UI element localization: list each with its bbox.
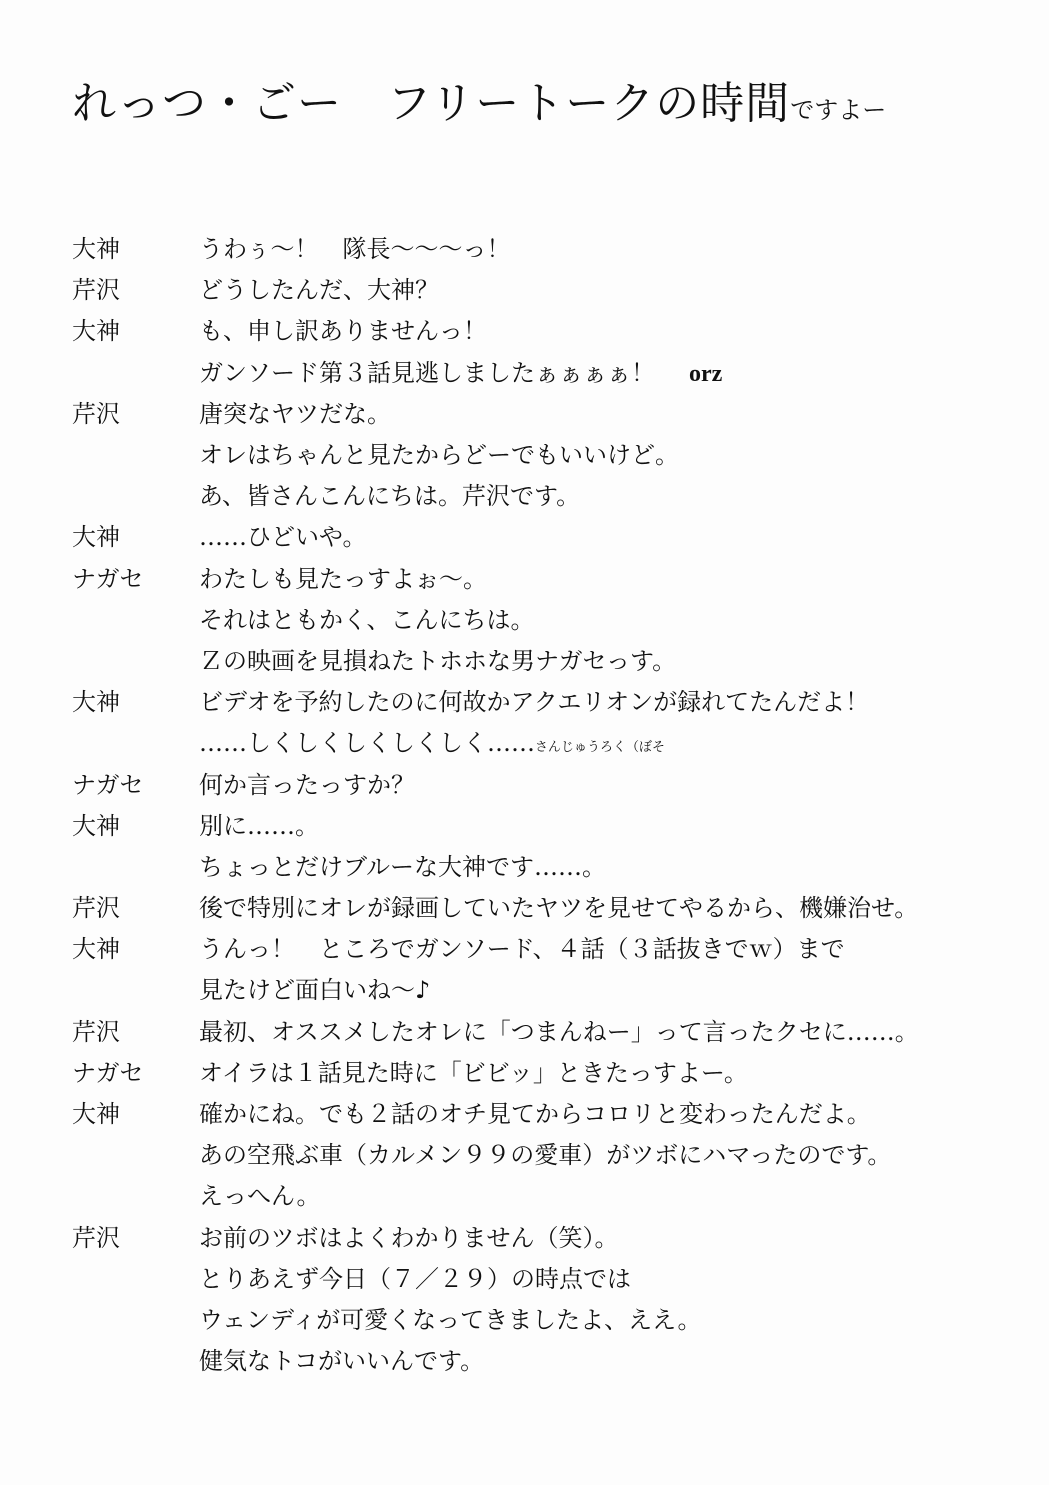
dialogue-line [72, 391, 1012, 432]
line-text: ……ひどいや。 [199, 523, 367, 552]
line-text: えっへん。 [199, 1182, 321, 1211]
line-text: も、申し訳ありませんっ！ [199, 317, 487, 346]
line-text: ……しくしくしくしくしく…… [199, 729, 535, 758]
dialogue-line [72, 1091, 1012, 1132]
line-text: 唐突なヤツだな。 [199, 399, 391, 428]
dialogue-line [72, 1132, 1012, 1173]
dialogue-line [72, 967, 1012, 1008]
dialogue-text [199, 1341, 1012, 1376]
dialogue-line [72, 1256, 1012, 1297]
speaker-name: 大神 [72, 235, 120, 264]
dialogue-line [72, 432, 1012, 473]
dialogue-text [199, 270, 1012, 305]
dialogue-line [72, 267, 1012, 308]
dialogue-text [199, 1053, 1012, 1088]
line-text: とりあえず今日（７／２９）の時点では [199, 1264, 631, 1293]
dialogue-line [72, 1297, 1012, 1338]
speaker-name: 芹沢 [72, 894, 120, 923]
line-text: ビデオを予約したのに何故かアクエリオンが録れてたんだよ！ [199, 688, 870, 717]
speaker-name: ナガセ [72, 564, 144, 593]
speaker-name: 大神 [72, 1100, 120, 1129]
dialogue-text [199, 888, 1012, 923]
speaker-name: 芹沢 [72, 276, 120, 305]
dialogue-body [72, 226, 1012, 1379]
dialogue-text [199, 353, 1012, 388]
line-text: それはともかく、こんにちは。 [199, 605, 535, 634]
line-text: オイラは１話見た時に「ビビッ」ときたっすよー。 [199, 1058, 748, 1087]
dialogue-line [72, 473, 1012, 514]
line-text: ガンソード第３話見逃しましたぁぁぁぁ！ [199, 358, 655, 387]
line-text: うわぅ〜！ 隊長〜〜〜っ！ [199, 235, 511, 264]
dialogue-line [72, 350, 1012, 391]
line-text: あの空飛ぶ車（カルメン９９の愛車）がツボにハマったのです。 [199, 1141, 892, 1170]
line-text: ウェンディが可愛くなってきましたよ、ええ。 [199, 1305, 702, 1334]
dialogue-text [199, 435, 1012, 470]
speaker-name: ナガセ [72, 770, 144, 799]
line-text: お前のツボはよくわかりません（笑）。 [199, 1223, 619, 1252]
line-text: 別に……。 [199, 811, 319, 840]
speaker-name: 大神 [72, 935, 120, 964]
dialogue-text [199, 806, 1012, 841]
dialogue-text [199, 394, 1012, 429]
dialogue-line [72, 885, 1012, 926]
line-text: あ、皆さんこんにちは。芹沢です。 [199, 482, 581, 511]
line-text: オレはちゃんと見たからどーでもいいけど。 [199, 441, 679, 470]
dialogue-line [72, 226, 1012, 267]
dialogue-line [72, 514, 1012, 555]
dialogue-line [72, 556, 1012, 597]
dialogue-text [199, 765, 1012, 800]
title-suffix: ですよー [790, 96, 887, 124]
line-text: 健気なトコがいいんです。 [199, 1347, 485, 1376]
dialogue-text [199, 517, 1012, 552]
dialogue-line [72, 679, 1012, 720]
dialogue-line [72, 926, 1012, 967]
speaker-name: 大神 [72, 811, 120, 840]
dialogue-line [72, 803, 1012, 844]
line-text: 確かにね。でも２話のオチ見てからコロリと変わったんだよ。 [199, 1100, 871, 1129]
line-text: 見たけど面白いね〜♪ [199, 976, 431, 1005]
dialogue-line [72, 308, 1012, 349]
dialogue-text [199, 600, 1012, 635]
line-text: うんっ！ ところでガンソード、４話（３話抜きでｗ）まで [199, 935, 845, 964]
dialogue-text [199, 1259, 1012, 1294]
dialogue-text [199, 1300, 1012, 1335]
speaker-name: 大神 [72, 317, 120, 346]
dialogue-text [199, 1135, 1012, 1170]
dialogue-text [199, 1176, 1012, 1211]
dialogue-line [72, 720, 1012, 761]
dialogue-text [199, 1094, 1012, 1129]
line-text: ちょっとだけブルーな大神です……。 [199, 852, 607, 881]
dialogue-text [199, 641, 1012, 676]
dialogue-line [72, 597, 1012, 638]
dialogue-line [72, 1173, 1012, 1214]
dialogue-text [199, 229, 1012, 264]
dialogue-text [199, 1218, 1012, 1253]
dialogue-text [199, 559, 1012, 594]
speaker-name: ナガセ [72, 1058, 144, 1087]
line-text: わたしも見たっすよぉ〜。 [199, 564, 487, 593]
speaker-name: 芹沢 [72, 399, 120, 428]
title-main: れっつ・ごー フリートークの時間 [72, 78, 791, 129]
dialogue-line [72, 1215, 1012, 1256]
dialogue-text [199, 970, 1012, 1005]
dialogue-text [199, 929, 1012, 964]
line-text: どうしたんだ、大神？ [199, 276, 439, 305]
dialogue-text [199, 682, 1012, 717]
dialogue-text [199, 476, 1012, 511]
aside-text: さんじゅうろく（ぼそ [535, 740, 666, 756]
dialogue-text [199, 1012, 1012, 1047]
dialogue-line [72, 1009, 1012, 1050]
speaker-name: 大神 [72, 688, 120, 717]
line-text: 最初、オススメしたオレに「つまんねー」って言ったクセに……。 [199, 1017, 919, 1046]
dialogue-line [72, 1050, 1012, 1091]
dialogue-line [72, 844, 1012, 885]
dialogue-line [72, 638, 1012, 679]
line-text: Ｚの映画を見損ねたトホホな男ナガセっす。 [199, 646, 677, 675]
line-text: 何か言ったっすか？ [199, 770, 415, 799]
dialogue-text [199, 723, 1012, 758]
orz-text: orz [689, 360, 723, 387]
speaker-name: 大神 [72, 523, 120, 552]
dialogue-text [199, 847, 1012, 882]
page-title [72, 78, 887, 129]
speaker-name: 芹沢 [72, 1223, 120, 1252]
dialogue-line [72, 761, 1012, 802]
dialogue-line [72, 1338, 1012, 1379]
line-text: 後で特別にオレが録画していたヤツを見せてやるから、機嫌治せ。 [199, 894, 919, 923]
dialogue-text [199, 311, 1012, 346]
speaker-name: 芹沢 [72, 1017, 120, 1046]
